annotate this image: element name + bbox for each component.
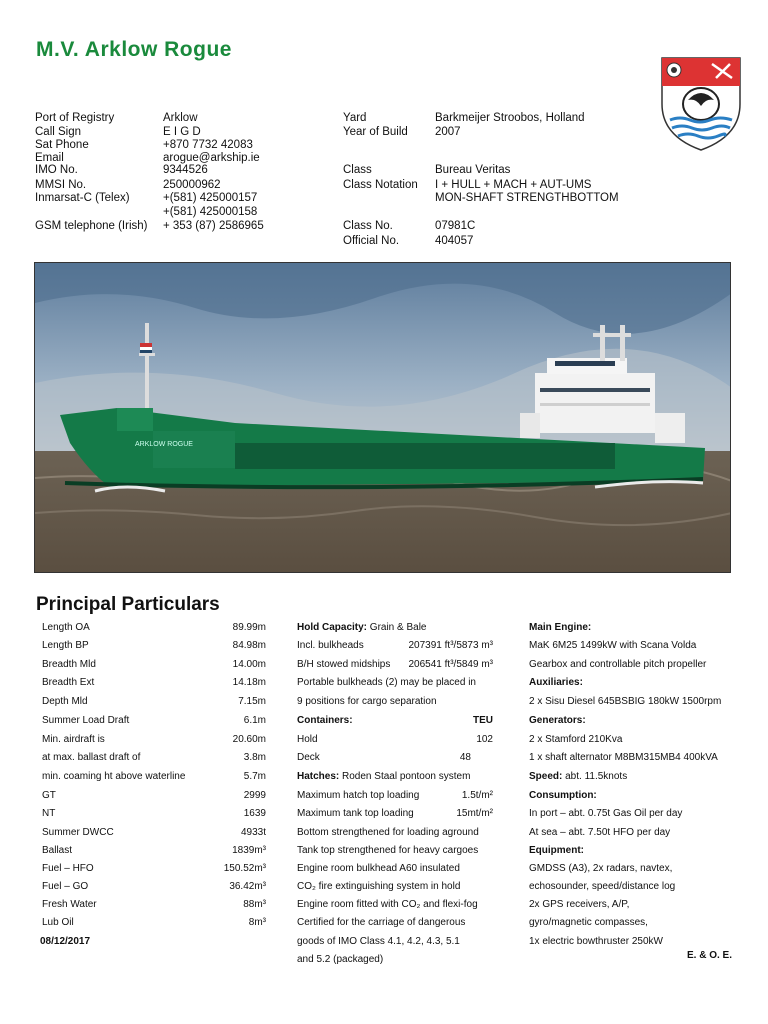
- spec-label: Breadth Mld: [42, 659, 96, 670]
- spec-text: and 5.2 (packaged): [297, 954, 384, 965]
- particulars-col-1: [42, 622, 266, 942]
- info-value: E I G D: [163, 126, 201, 138]
- spec-label: at max. ballast draft of: [42, 752, 141, 763]
- spec-text: 1x electric bowthruster 250kW: [529, 936, 663, 947]
- spec-value: 3.8m: [243, 752, 266, 763]
- spec-text: CO₂ fire extinguishing system in hold: [297, 881, 461, 892]
- info-value: 250000962: [163, 179, 221, 191]
- spec-value: 1639: [243, 808, 266, 819]
- info-label: Year of Build: [343, 126, 408, 138]
- spec-label: Lub Oil: [42, 917, 74, 928]
- hull-name-text: ARKLOW ROGUE: [135, 441, 193, 448]
- spec-label: Ballast: [42, 845, 73, 856]
- spec-value: 150.52m³: [223, 863, 266, 874]
- spec-text: gyro/magnetic compasses,: [529, 917, 648, 928]
- spec-text: GMDSS (A3), 2x radars, navtex,: [529, 863, 673, 874]
- spec-text: Tank top strengthened for heavy cargoes: [297, 845, 479, 856]
- spec-text: 2x GPS receivers, A/P,: [529, 899, 630, 910]
- info-label: Yard: [343, 112, 367, 124]
- section-heading: Main Engine:: [529, 622, 592, 633]
- spec-label: GT: [42, 790, 56, 801]
- info-label: Call Sign: [35, 126, 82, 138]
- spec-label: Breadth Ext: [42, 677, 95, 688]
- section-heading: Auxiliaries:: [529, 677, 583, 688]
- spec-text: Bottom strengthened for loading aground: [297, 827, 479, 838]
- spec-label: Fuel – HFO: [42, 863, 94, 874]
- spec-text: 9 positions for cargo separation: [297, 696, 437, 707]
- info-label: Class Notation: [343, 179, 418, 191]
- info-value: 2007: [435, 126, 461, 138]
- info-value: 9344526: [163, 164, 208, 176]
- spec-value: 6.1m: [243, 715, 266, 726]
- spec-text: echosounder, speed/distance log: [529, 881, 676, 892]
- spec-label: Maximum hatch top loading: [297, 790, 420, 801]
- spec-text: 2 x Stamford 210Kva: [529, 734, 623, 745]
- info-label: Port of Registry: [35, 112, 115, 124]
- section-heading-rest: Grain & Bale: [367, 622, 427, 633]
- info-value: Arklow: [163, 112, 198, 124]
- spec-label: Length OA: [42, 622, 90, 633]
- info-label: Email: [35, 152, 64, 164]
- info-label: IMO No.: [35, 164, 78, 176]
- spec-label: Hold: [297, 734, 318, 745]
- info-value: 404057: [435, 235, 474, 247]
- spec-text: Certified for the carriage of dangerous: [297, 917, 466, 928]
- spec-value: 7.15m: [238, 696, 266, 707]
- info-value: +870 7732 42083: [163, 139, 253, 151]
- spec-text: In port – abt. 0.75t Gas Oil per day: [529, 808, 683, 819]
- section-heading: Containers:: [297, 715, 353, 726]
- ship-photo: [34, 262, 731, 573]
- spec-text: Gearbox and controllable pitch propeller: [529, 659, 707, 670]
- spec-value: 36.42m³: [229, 881, 266, 892]
- section-heading: Consumption:: [529, 790, 597, 801]
- info-value: Bureau Veritas: [435, 164, 511, 176]
- spec-value: 84.98m: [232, 640, 266, 651]
- spec-value: 2999: [243, 790, 266, 801]
- info-value: MON-SHAFT STRENGTHBOTTOM: [435, 192, 619, 204]
- spec-text: goods of IMO Class 4.1, 4.2, 4.3, 5.1: [297, 936, 460, 947]
- info-value: +(581) 425000157: [163, 192, 258, 204]
- spec-value: 206541 ft³/5849 m³: [408, 659, 493, 670]
- spec-label: Depth Mld: [42, 696, 88, 707]
- spec-value: 4933t: [240, 827, 266, 838]
- spec-label: Incl. bulkheads: [297, 640, 364, 651]
- spec-value: 48: [459, 752, 471, 763]
- spec-text: MaK 6M25 1499kW with Scana Volda: [529, 640, 697, 651]
- document-date: 08/12/2017: [40, 936, 91, 947]
- spec-text: At sea – abt. 7.50t HFO per day: [529, 827, 671, 838]
- info-label: MMSI No.: [35, 179, 87, 191]
- spec-value: 15mt/m²: [456, 808, 493, 819]
- particulars-col-2: [297, 622, 493, 967]
- spec-value: 14.18m: [232, 677, 266, 688]
- info-label: Official No.: [343, 235, 400, 247]
- spec-value: 89.99m: [232, 622, 266, 633]
- spec-value: 5.7m: [243, 771, 266, 782]
- spec-value: 88m³: [243, 899, 266, 910]
- spec-value: 1.5t/m²: [461, 790, 493, 801]
- spec-label: Maximum tank top loading: [297, 808, 414, 819]
- section-heading: Equipment:: [529, 845, 584, 856]
- spec-label: Fuel – GO: [42, 881, 89, 892]
- page-title: M.V. Arklow Rogue: [36, 38, 232, 61]
- principal-particulars-title: Principal Particulars: [36, 594, 220, 615]
- spec-value: 8m³: [248, 917, 266, 928]
- spec-text: Engine room bulkhead A60 insulated: [297, 863, 460, 874]
- spec-label: Summer DWCC: [42, 827, 114, 838]
- section-heading: Hatches:: [297, 771, 340, 782]
- spec-text: 2 x Sisu Diesel 645BSBIG 180kW 1500rpm: [529, 696, 722, 707]
- email-link[interactable]: arogue@arkship.ie: [163, 152, 260, 164]
- spec-text: Portable bulkheads (2) may be placed in: [297, 677, 476, 688]
- info-value: +(581) 425000158: [163, 206, 258, 218]
- info-value: + 353 (87) 2586965: [163, 220, 264, 232]
- section-heading: Generators:: [529, 715, 586, 726]
- info-label: Class No.: [343, 220, 393, 232]
- info-label: Inmarsat-C (Telex): [35, 192, 130, 204]
- spec-value: TEU: [473, 715, 493, 726]
- spec-value: 102: [476, 734, 493, 745]
- info-value: 07981C: [435, 220, 476, 232]
- spec-label: Fresh Water: [42, 899, 97, 910]
- spec-label: Min. airdraft is: [42, 734, 105, 745]
- spec-label: Summer Load Draft: [42, 715, 130, 726]
- eoe-disclaimer: E. & O. E.: [687, 950, 733, 961]
- section-heading: Hold Capacity:: [297, 622, 368, 633]
- info-label: Sat Phone: [35, 139, 89, 151]
- particulars-col-3: [529, 622, 749, 947]
- spec-label: Deck: [297, 752, 320, 763]
- spec-text: 1 x shaft alternator M8BM315MB4 400kVA: [529, 752, 718, 763]
- section-heading-rest: Roden Staal pontoon system: [339, 771, 471, 782]
- spec-label: min. coaming ht above waterline: [42, 771, 186, 782]
- spec-value: 14.00m: [232, 659, 266, 670]
- spec-value: 207391 ft³/5873 m³: [408, 640, 493, 651]
- spec-label: NT: [42, 808, 56, 819]
- spec-value: 20.60m: [232, 734, 266, 745]
- spec-value: 1839m³: [232, 845, 266, 856]
- section-heading: Speed:: [529, 771, 563, 782]
- info-label: Class: [343, 164, 372, 176]
- arklow-crest-logo: [660, 56, 742, 152]
- info-label: GSM telephone (Irish): [35, 220, 148, 232]
- spec-label: B/H stowed midships: [297, 659, 391, 670]
- spec-label: Length BP: [42, 640, 89, 651]
- registry-info-right: [343, 112, 663, 252]
- spec-text: Engine room fitted with CO₂ and flexi-fog: [297, 899, 478, 910]
- info-value: I + HULL + MACH + AUT-UMS: [435, 179, 592, 191]
- info-value: Barkmeijer Stroobos, Holland: [435, 112, 585, 124]
- section-heading-rest: abt. 11.5knots: [562, 771, 628, 782]
- registry-info-left: [35, 112, 335, 237]
